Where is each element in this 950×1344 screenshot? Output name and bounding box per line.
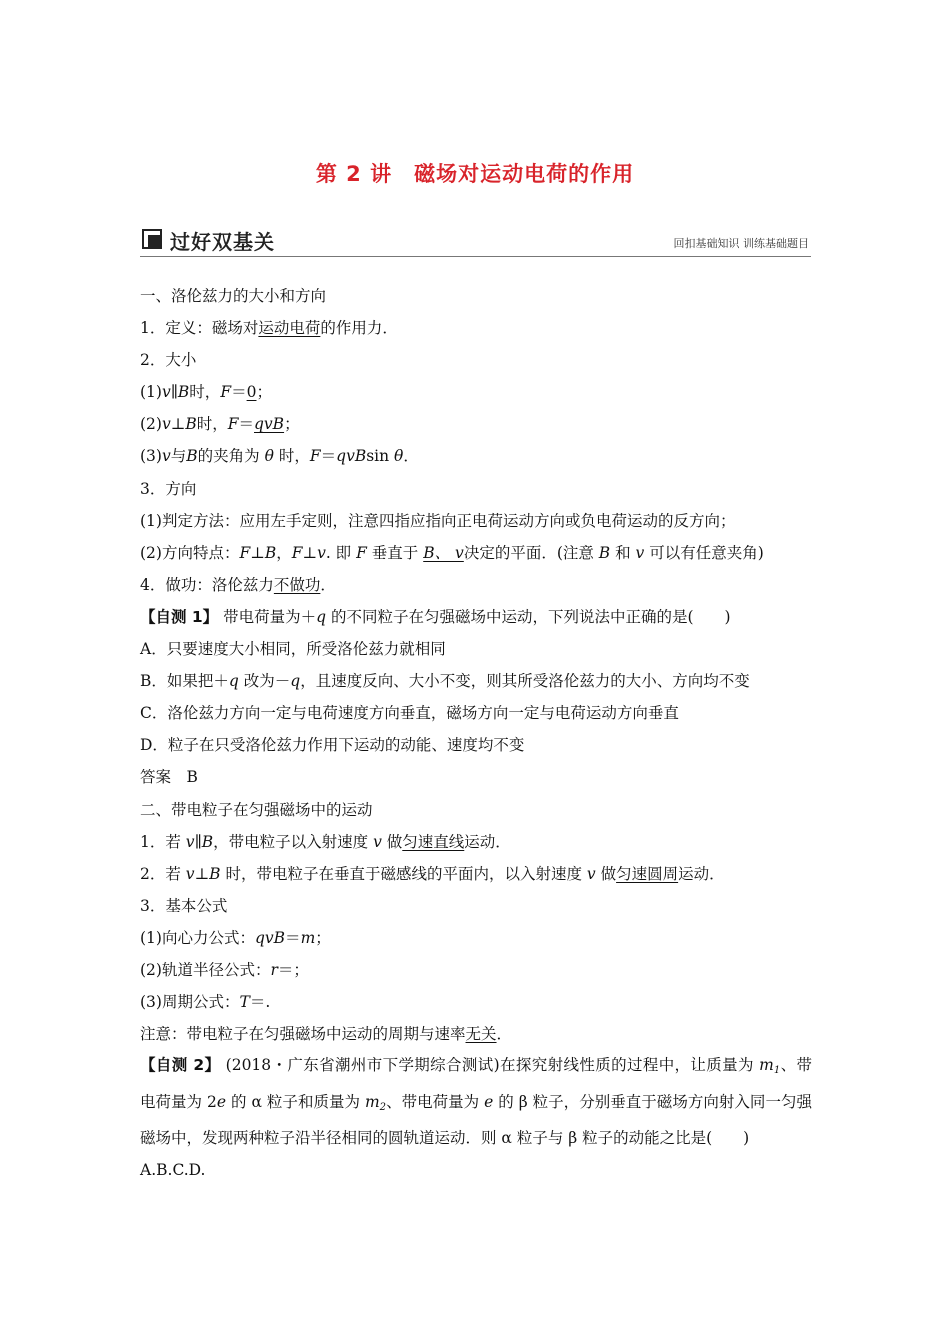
page-title — [0, 158, 950, 188]
size-item-3 — [140, 440, 812, 472]
definition-line — [140, 312, 812, 344]
option-a: A．只要速度大小相同，所受洛伦兹力就相同 — [140, 640, 446, 659]
symbol: v — [161, 383, 171, 402]
symbol: q — [290, 672, 301, 691]
direction-item-2 — [140, 537, 812, 569]
text: 、带电荷量为 — [386, 1092, 485, 1111]
text: ． — [320, 575, 336, 594]
text: (2018・广东省潮州市下学期综合测试)在探究射线性质的过程中，让质量为 — [220, 1056, 760, 1075]
section-banner — [140, 224, 811, 257]
text: 和 — [610, 543, 636, 562]
symbol: e — [484, 1092, 494, 1111]
option-c: C．洛伦兹力方向一定与电荷速度方向垂直，磁场方向一定与电荷运动方向垂直 — [140, 704, 679, 723]
options-line: A.B.C.D. — [140, 1160, 206, 1179]
direction-heading: 3．方向 — [140, 479, 197, 498]
text: 1．定义：磁场对 — [140, 319, 259, 338]
text: ； — [256, 383, 272, 402]
symbol: v — [317, 543, 326, 562]
square-icon — [142, 229, 162, 249]
symbol: T — [239, 993, 250, 1012]
symbol: F — [356, 543, 367, 562]
text: ⊥ — [250, 543, 265, 562]
symbol: q — [228, 672, 239, 691]
note-line — [140, 1018, 812, 1050]
banner-subtitle: 回扣基础知识 训练基础题目 — [673, 237, 809, 250]
document-body — [140, 280, 812, 1186]
symbol: m — [300, 928, 316, 947]
text: (1)向心力公式： — [140, 928, 255, 947]
text: ＝ — [231, 383, 247, 402]
text: 的 β 粒子，分别垂直于磁场方向射入同一匀强磁场中，发现两种粒子沿半径相同的圆轨道运动．则 α 粒子与 β 粒子的动能之比是( ) — [140, 1092, 812, 1148]
symbol: B — [209, 864, 221, 883]
section-heading-motion: 二、带电粒子在匀强磁场中的运动 — [140, 800, 373, 819]
text: 可以有任意夹角) — [644, 543, 764, 562]
text: ，带电粒子以入射速度 — [213, 832, 374, 851]
text: 、带电荷量为 2 — [140, 1056, 812, 1111]
blank-answer: 0 — [246, 383, 257, 402]
text: B．如果把＋ — [140, 672, 229, 691]
text: ⊥ — [170, 415, 186, 434]
text: (3) — [140, 447, 162, 466]
text: 决定的平面．(注意 — [463, 543, 599, 562]
symbol: θ — [264, 447, 274, 466]
symbol: F — [239, 543, 251, 562]
symbol: B — [177, 383, 190, 402]
blank-answer: 不做功 — [273, 575, 321, 594]
work-line — [140, 569, 812, 601]
symbol: q — [316, 607, 327, 626]
text: ； — [315, 928, 331, 947]
self-test-2-question — [140, 1050, 812, 1154]
symbol: m — [759, 1056, 774, 1075]
symbol: F — [309, 447, 321, 466]
text: ∥ — [194, 832, 202, 851]
text: 改为－ — [238, 672, 291, 691]
blank-answer: 匀速圆周 — [616, 864, 679, 883]
option-b — [140, 665, 812, 697]
text: 1．若 — [140, 832, 186, 851]
symbol: v — [185, 832, 195, 851]
text: 的作用力． — [320, 319, 398, 338]
text: ⊥ — [194, 864, 210, 883]
text: sin — [366, 447, 395, 466]
blank-answer: 无关 — [465, 1025, 497, 1044]
symbol: m — [364, 1092, 380, 1111]
text: 注意：带电粒子在匀强磁场中运动的周期与速率 — [140, 1025, 466, 1044]
size-heading: 2．大小 — [140, 351, 197, 370]
text: 做 — [381, 832, 403, 851]
text: ，且速度反向、大小不变，则其所受洛伦兹力的大小、方向均不变 — [300, 672, 750, 691]
text: ； — [284, 415, 300, 434]
text: 时， — [196, 415, 228, 434]
text: (1) — [140, 383, 162, 402]
symbol: B — [201, 832, 214, 851]
text: ＝. — [249, 993, 271, 1012]
text: 垂直于 — [366, 543, 424, 562]
symbol: F — [227, 415, 239, 434]
motion-item-1 — [140, 826, 812, 858]
text: ＝； — [277, 960, 309, 979]
symbol: qvB — [336, 447, 367, 466]
subscript: 2 — [379, 1101, 387, 1113]
formula-centripetal — [140, 922, 812, 954]
text: ． — [496, 1025, 513, 1044]
text: (3)周期公式： — [140, 993, 240, 1012]
blank-answer: 匀速直线 — [402, 832, 465, 851]
formula-heading: 3．基本公式 — [140, 896, 228, 915]
symbol: B — [185, 415, 197, 434]
text: 的不同粒子在匀强磁场中运动，下列说法中正确的是( ) — [326, 607, 731, 626]
motion-item-2 — [140, 858, 812, 890]
symbol: e — [216, 1092, 227, 1111]
answer-line: 答案 B — [140, 768, 198, 787]
text: (2)轨道半径公式： — [140, 960, 271, 979]
text: 4．做功：洛伦兹力 — [140, 575, 274, 594]
size-item-2 — [140, 408, 812, 440]
text: 运动． — [678, 864, 725, 883]
symbol: θ — [394, 447, 404, 466]
lecture-name: 磁场对运动电荷的作用 — [414, 162, 635, 186]
symbol: v — [161, 415, 171, 434]
symbol: F — [291, 543, 303, 562]
text: 带电荷量为＋ — [218, 607, 317, 626]
text: 时， — [189, 383, 221, 402]
text: 时，带电粒子在垂直于磁感线的平面内，以入射速度 — [220, 864, 587, 883]
text: 运动． — [464, 832, 511, 851]
symbol: B — [264, 543, 277, 562]
text: (2)方向特点： — [140, 543, 240, 562]
text: 做 — [595, 864, 617, 883]
formula-radius — [140, 954, 812, 986]
self-test-tag: 【自测 2】 — [140, 1056, 221, 1075]
text: ∥ — [170, 383, 178, 402]
subscript: 1 — [773, 1065, 781, 1077]
text: 2．若 — [140, 864, 186, 883]
formula-period — [140, 986, 812, 1018]
symbol: v — [185, 864, 195, 883]
blank-answer: B、 v — [423, 543, 464, 562]
text: 与 — [170, 447, 187, 466]
text: . 即 — [325, 543, 357, 562]
size-item-1 — [140, 376, 812, 408]
text: 时， — [273, 447, 310, 466]
text: (2) — [140, 415, 162, 434]
symbol: qvB — [254, 928, 286, 947]
self-test-tag: 【自测 1】 — [140, 607, 219, 626]
lecture-number: 第 2 讲 — [315, 162, 393, 186]
text: ， — [276, 543, 292, 562]
symbol: F — [220, 383, 232, 402]
symbol: v — [161, 447, 171, 466]
symbol: v — [373, 832, 382, 851]
symbol: B — [186, 447, 198, 466]
blank-answer: 运动电荷 — [258, 319, 321, 338]
option-d: D．粒子在只受洛伦兹力作用下运动的动能、速度均不变 — [140, 736, 525, 755]
text: ． — [403, 447, 419, 466]
symbol: B — [598, 543, 611, 562]
symbol: v — [635, 543, 645, 562]
text: ＝ — [320, 447, 337, 466]
blank-answer: qvB — [254, 415, 285, 434]
direction-item-1: (1)判定方法：应用左手定则，注意四指应指向正电荷运动方向或负电荷运动的反方向； — [140, 511, 736, 530]
banner-heading: 过好双基关 — [170, 230, 275, 254]
section-heading-lorentz: 一、洛伦兹力的大小和方向 — [140, 287, 327, 305]
symbol: r — [270, 960, 278, 979]
text: ＝ — [285, 928, 301, 947]
self-test-1-question — [140, 601, 812, 633]
text: 的夹角为 — [197, 447, 265, 466]
text: ＝ — [238, 415, 254, 434]
symbol: v — [586, 864, 596, 883]
text: ⊥ — [302, 543, 318, 562]
text: 的 α 粒子和质量为 — [226, 1092, 365, 1111]
